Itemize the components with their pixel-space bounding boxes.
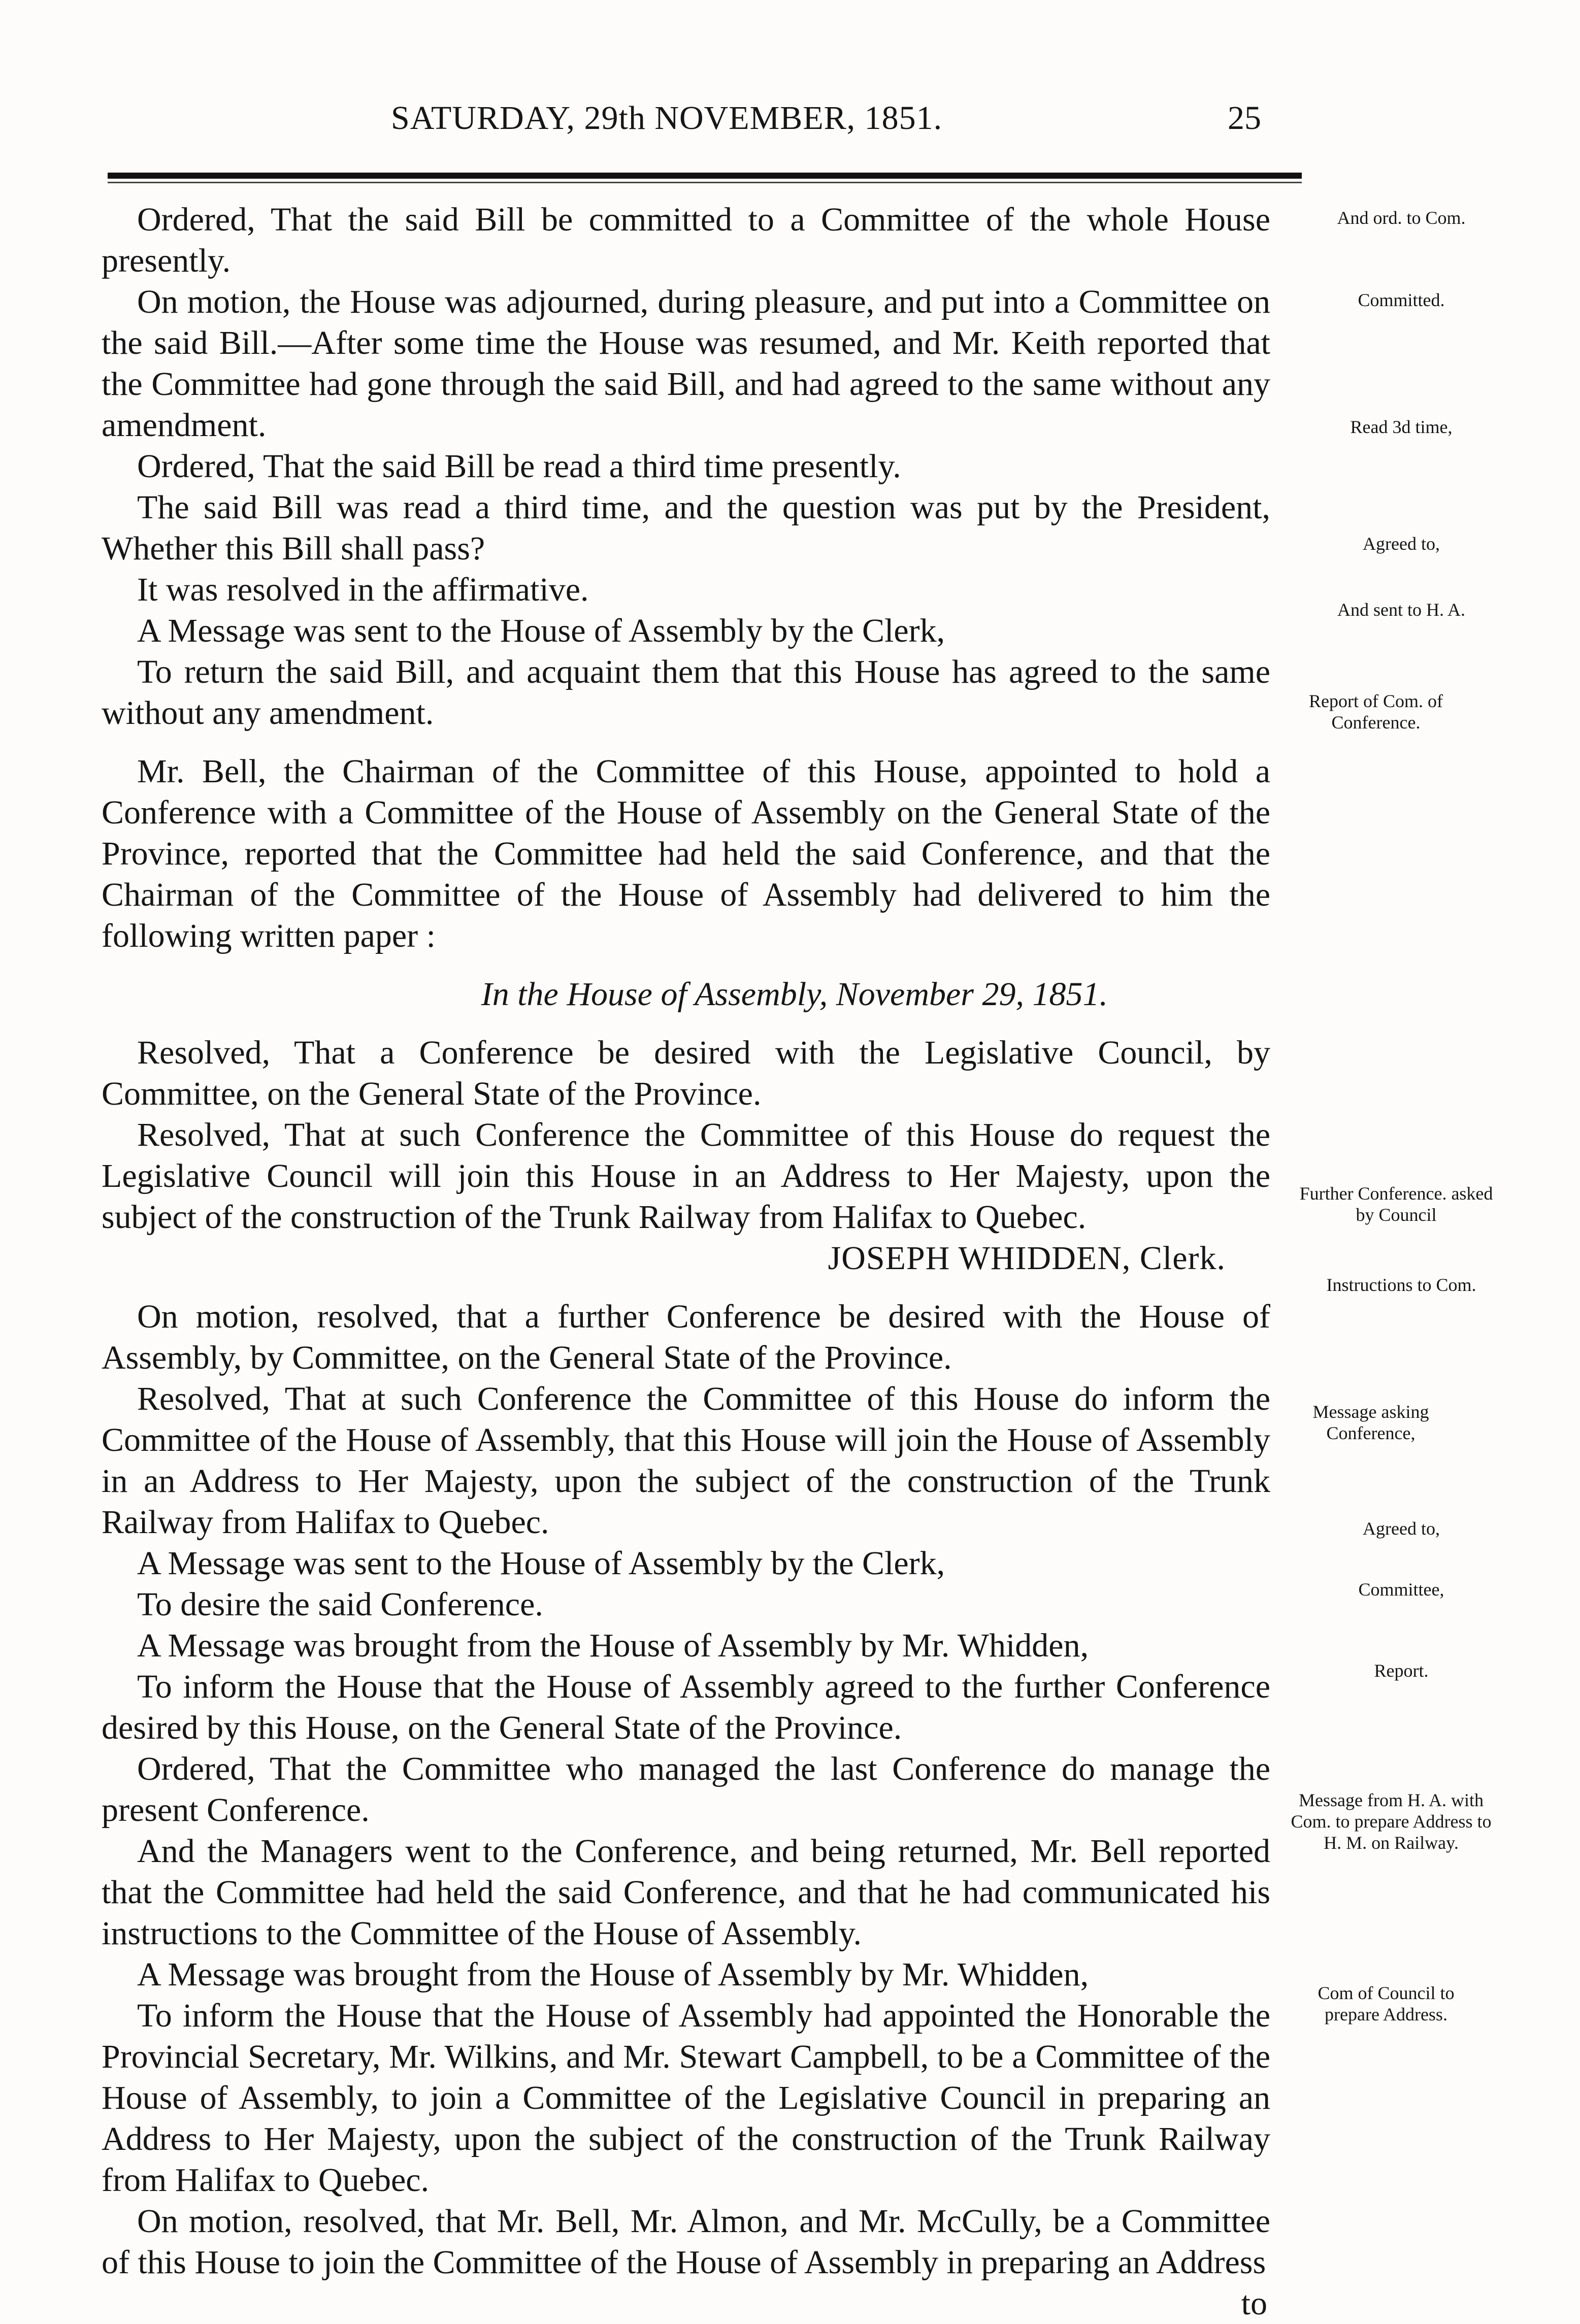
paragraph: The said Bill was read a third time, and the question was put by the President, Whether this Bill shall pass? bbox=[102, 489, 1270, 567]
margin-note: Agreed to, bbox=[1363, 1518, 1440, 1539]
paragraph: Ordered, That the Committee who managed the last Conference do manage the present Conference. bbox=[102, 1750, 1270, 1829]
margin-note: Committee, bbox=[1358, 1579, 1444, 1600]
paragraph: It was resolved in the affirmative. bbox=[137, 571, 589, 608]
paragraph: Mr. Bell, the Chairman of the Committee of this House, appointed to hold a Conference with a Committee of the House of Assembly on the General State of the Province, reported that the Committee had held the said Conference, and that the Chairman of the Committee of the House of Assembly had delivered to him the following written paper : bbox=[102, 753, 1270, 954]
paragraph: On motion, resolved, that Mr. Bell, Mr. Almon, and Mr. McCully, be a Committee of this House to join the Committee of the House of Assembly in preparing an Address bbox=[102, 2203, 1270, 2281]
paragraph: On motion, resolved, that a further Conference be desired with the House of Assembly, by Committee, on the General State of the Province. bbox=[102, 1298, 1270, 1376]
paragraph: To inform the House that the House of Assembly agreed to the further Conference desired by this House, on the General State of the Province. bbox=[102, 1668, 1270, 1746]
paragraph: And the Managers went to the Conference, and being returned, Mr. Bell reported that the Committee had held the said Conference, and that he had communicated his instructions to the Committee of the House of Assembly. bbox=[102, 1833, 1270, 1952]
margin-note: Agreed to, bbox=[1363, 534, 1440, 554]
margin-note: Further Conference. asked by Council bbox=[1299, 1183, 1493, 1225]
margin-note: And ord. to Com. bbox=[1337, 208, 1466, 228]
paragraph: To return the said Bill, and acquaint them that this House has agreed to the same without any amendment. bbox=[102, 653, 1270, 732]
paragraph: To desire the said Conference. bbox=[137, 1586, 543, 1623]
paragraph: Ordered, That the said Bill be read a third time presently. bbox=[137, 448, 901, 485]
margin-note: Read 3d time, bbox=[1350, 417, 1453, 437]
margin-notes bbox=[1290, 0, 1518, 2176]
margin-note: Report. bbox=[1374, 1661, 1429, 1681]
paragraph: To inform the House that the House of Assembly had appointed the Honorable the Provincial Secretary, Mr. Wilkins, and Mr. Stewart Campbell, to be a Committee of the House of Assembly, to join a Committee of the Legislative Council in preparing an Address to Her Majesty, upon the subject of the construction of the Trunk Railway from Halifax to Quebec. bbox=[102, 1997, 1270, 2199]
catchword: to bbox=[1241, 2285, 1267, 2322]
clerk-signature: JOSEPH WHIDDEN, Clerk. bbox=[828, 1240, 1226, 1277]
margin-note: Message asking Conference, bbox=[1312, 1402, 1429, 1443]
paragraph: Resolved, That a Conference be desired with the Legislative Council, by Committee, on the General State of the Province. bbox=[102, 1034, 1270, 1112]
margin-note: And sent to H. A. bbox=[1337, 600, 1465, 620]
page-number: 25 bbox=[1228, 99, 1261, 137]
header-rule bbox=[108, 173, 1302, 179]
header-rule-thin bbox=[108, 182, 1302, 183]
paragraph: A Message was brought from the House of Assembly by Mr. Whidden, bbox=[137, 1627, 1089, 1664]
paragraph: Resolved, That at such Conference the Committee of this House do inform the Committee of the House of Assembly, that this House will join the House of Assembly in an Address to Her Majesty, upon the subject of the construction of the Trunk Railway from Halifax to Quebec. bbox=[102, 1380, 1270, 1541]
margin-note: Committed. bbox=[1358, 290, 1445, 310]
paragraph: A Message was brought from the House of Assembly by Mr. Whidden, bbox=[137, 1956, 1089, 1993]
paragraph: A Message was sent to the House of Assembly by the Clerk, bbox=[137, 1545, 945, 1582]
margin-note: Message from H. A. with Com. to prepare Address to H. M. on Railway. bbox=[1291, 1790, 1492, 1853]
page-header-title: SATURDAY, 29th NOVEMBER, 1851. bbox=[391, 99, 943, 137]
margin-note: Instructions to Com. bbox=[1326, 1275, 1476, 1295]
paragraph: A Message was sent to the House of Assembly by the Clerk, bbox=[137, 612, 945, 649]
paragraph: Ordered, That the said Bill be committed to a Committee of the whole House presently. bbox=[102, 201, 1270, 279]
paragraph: Resolved, That at such Conference the Committee of this House do request the Legislative Council will join this House in an Address to Her Majesty, upon the subject of the construction of the Trunk Railway from Halifax to Quebec. bbox=[102, 1116, 1270, 1236]
body-text bbox=[102, 199, 1270, 2324]
margin-note: Report of Com. of Conference. bbox=[1309, 691, 1443, 733]
document-dateline: In the House of Assembly, November 29, 1851. bbox=[481, 976, 1108, 1013]
margin-note: Com of Council to prepare Address. bbox=[1318, 1983, 1455, 2024]
paragraph: On motion, the House was adjourned, during pleasure, and put into a Committee on the said Bill.—After some time the House was resumed, and Mr. Keith reported that the Committee had gone through the said Bill, and had agreed to the same without any amendment. bbox=[102, 283, 1270, 444]
